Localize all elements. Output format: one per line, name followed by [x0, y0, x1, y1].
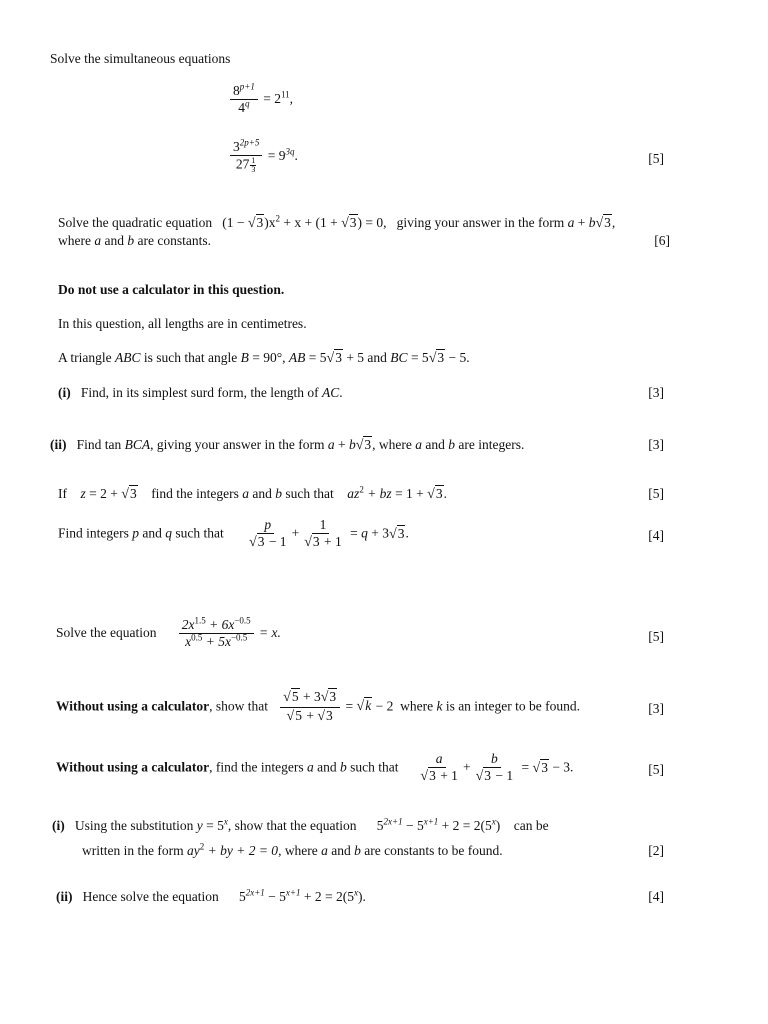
- q8-fraction-1: $\frac{a}{√3 + 1}$: [420, 751, 458, 785]
- q4-question: If z = 2 + √3 find the integers a and b such that $az^2$ + bz = 1 + √3.: [58, 484, 447, 502]
- q9-part-i-marks: [2]: [648, 843, 664, 858]
- q9-part-i-line-1: (i) Using the substitution $y = 5^x$, show that the equation $5^{2x+1} - 5^{x+1} + 2 = 2(5^x)$ can be: [52, 816, 549, 833]
- q3-triangle-statement: A triangle ABC is such that angle B = 90°, AB = 5√3 + 5 and BC = 5√3 − 5.: [58, 350, 470, 366]
- q8-fraction-2: $\frac{b}{√3 - 1}$: [475, 751, 514, 785]
- q3-part-ii-label: (ii): [50, 437, 67, 452]
- q9-part-ii-label: (ii): [56, 889, 73, 904]
- q3-part-ii: (ii) Find tan BCA, giving your answer in the form a + b√3, where a and b are integers.: [50, 437, 525, 453]
- q6-fraction: $\frac{2x^{1.5} + 6x^{-0.5}}{x^{0.5} + 5x^{-0.5}}$: [179, 618, 254, 649]
- q3-units-note: In this question, all lengths are in centimetres.: [58, 316, 307, 331]
- q9-part-i-line-2: written in the form $ay^2$ + by + 2 = 0, where a and b are constants to be found.: [82, 841, 503, 858]
- q3-heading: Do not use a calculator in this question.: [58, 282, 285, 297]
- q3-part-i: (i) Find, in its simplest surd form, the length of AC.: [58, 385, 343, 400]
- q9-part-ii-marks: [4]: [648, 889, 664, 904]
- q7-marks: [3]: [648, 701, 664, 716]
- q9-part-i-label: (i): [52, 818, 65, 833]
- q9-part-ii: (ii) Hence solve the equation $5^{2x+1} - 5^{x+1} + 2 = 2(5^x)$.: [56, 887, 366, 904]
- q8-question: Without using a calculator, find the integers a and b such that $\frac{a}{√3 + 1}$ + $\frac{b}{√3 - 1}$ = √3 − 3.: [56, 751, 574, 785]
- q1-marks: [5]: [648, 151, 664, 166]
- q6-marks: [5]: [648, 629, 664, 644]
- q7-question: Without using a calculator, show that $\frac{√5 + 3√3}{√5 + √3}$ = √k − 2 where k is an integer to be found.: [56, 689, 581, 724]
- q5-question: Find integers p and q such that $\frac{p}{√3 - 1}$ + $\frac{1}{√3 + 1}$ = q + 3√3.: [58, 517, 409, 551]
- q4-marks: [5]: [648, 486, 664, 501]
- q1-eq2-fraction: $3^{2p+5}$ 27 $\frac{1}{3}$: [230, 140, 262, 174]
- q2-line-2: where a and b are constants.: [58, 233, 211, 248]
- q1-eq1-fraction: $\frac{8^{p+1}}{4^q}$: [230, 84, 258, 115]
- q3-part-i-marks: [3]: [648, 385, 664, 400]
- q3-part-i-label: (i): [58, 385, 71, 400]
- q5-fraction-2: $\frac{1}{√3 + 1}$: [304, 517, 342, 551]
- q9-equation: $5^{2x+1} - 5^{x+1} + 2 = 2(5^x)$: [376, 816, 501, 833]
- q1-equation-1: $\frac{8^{p+1}}{4^q}$ = $2^{11}$,: [228, 84, 293, 115]
- q2-line-1: Solve the quadratic equation $(1 - √3)x^2 + x + (1 + √3) = 0$, giving your answer in the form a + b√3,: [58, 213, 616, 231]
- q5-fraction-1: $\frac{p}{√3 - 1}$: [249, 517, 287, 551]
- q1-intro: Solve the simultaneous equations: [50, 51, 231, 66]
- q5-marks: [4]: [648, 528, 664, 543]
- q2-marks: [6]: [654, 233, 670, 248]
- q8-marks: [5]: [648, 762, 664, 777]
- q2-equation: $(1 - √3)x^2 + x + (1 + √3) = 0$,: [222, 213, 387, 231]
- q7-fraction: $\frac{√5 + 3√3}{√5 + √3}$: [280, 690, 340, 724]
- q6-question: Solve the equation $\frac{2x^{1.5} + 6x^{-0.5}}{x^{0.5} + 5x^{-0.5}}$ = x.: [56, 615, 281, 650]
- q3-part-ii-marks: [3]: [648, 437, 664, 452]
- q1-equation-2: $3^{2p+5}$ 27 $\frac{1}{3}$ = $9^{3q}$.: [228, 140, 298, 174]
